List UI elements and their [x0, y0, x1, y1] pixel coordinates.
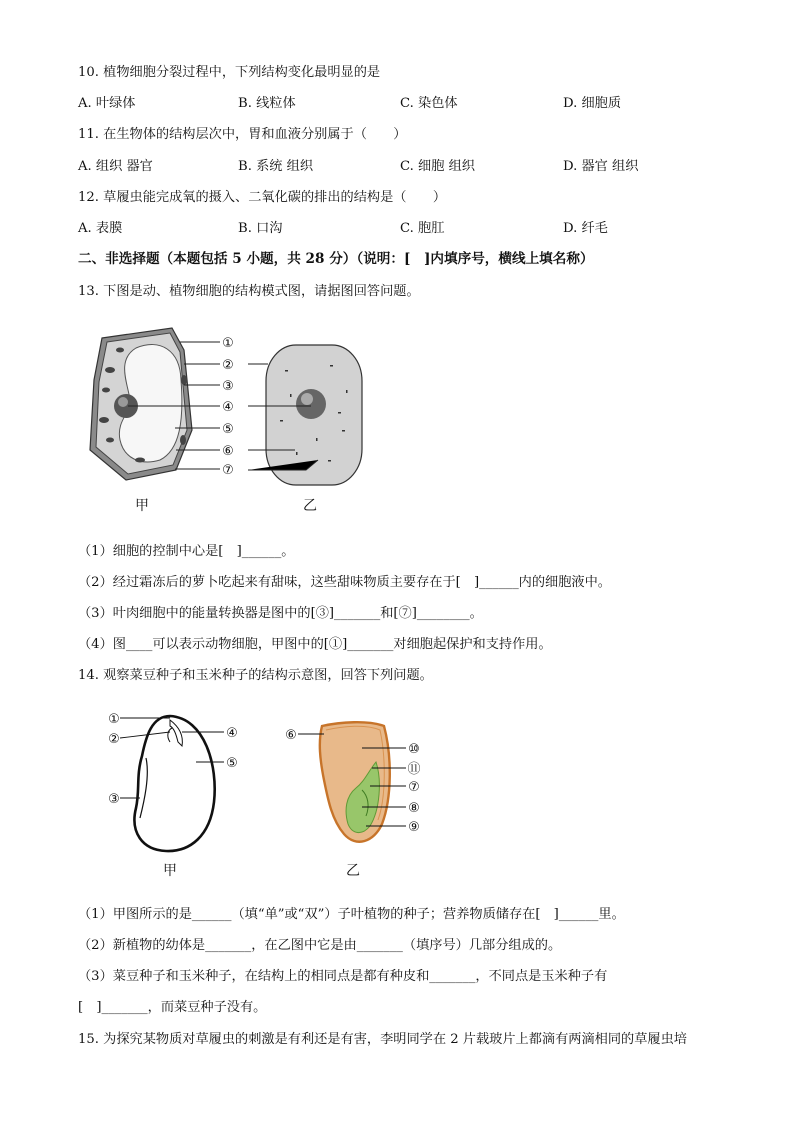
q13-sub2: （2）经过霜冻后的萝卜吃起来有甜味，这些甜味物质主要存在于[ ]______内的细胞液中。	[78, 575, 611, 590]
q12-option-d: D. 纤毛	[563, 221, 608, 236]
q15-stem: 15. 为探究某物质对草履虫的刺激是有利还是有害，李明同学在 2 片载玻片上都滴有两滴相同的草履虫培	[78, 1032, 687, 1047]
q14-sub2: （2）新植物的幼体是_______，在乙图中它是由_______（填序号）几部分组成的。	[78, 938, 562, 953]
q14-stem: 14. 观察菜豆种子和玉米种子的结构示意图，回答下列问题。	[78, 668, 433, 683]
q11-option-c: C. 细胞 组织	[400, 159, 475, 174]
q10-option-c: C. 染色体	[400, 96, 458, 111]
corn-label-11: ⑪	[407, 762, 421, 777]
q14-sub3a: （3）菜豆种子和玉米种子，在结构上的相同点是都有种皮和_______，不同点是玉米种子有	[78, 969, 608, 984]
bean-seed	[134, 716, 214, 851]
q14-sub1: （1）甲图所示的是______（填“单”或“双”）子叶植物的种子；营养物质储存在[ ]______里。	[78, 907, 625, 922]
q13-sub1: （1）细胞的控制中心是[ ]______。	[78, 544, 295, 559]
q13-sub3: （3）叶肉细胞中的能量转换器是图中的[③]_______和[⑦]________。	[78, 606, 483, 621]
cell-label-5: ⑤	[222, 422, 234, 437]
cell-label-7: ⑦	[222, 463, 234, 478]
q12-option-b: B. 口沟	[238, 221, 283, 236]
corn-label-6: ⑥	[285, 728, 297, 743]
corn-label-10: ⑩	[408, 742, 420, 757]
section-heading: 二、非选择题（本题包括 5 小题，共 28 分）（说明：[ ]内填序号，横线上填名称）	[78, 251, 594, 267]
q13-sub4: （4）图____可以表示动物细胞，甲图中的[①]_______对细胞起保护和支持作用。	[78, 637, 552, 652]
cell-label-3: ③	[222, 379, 234, 394]
q12-option-c: C. 胞肛	[400, 221, 445, 236]
cell-caption-yi: 乙	[303, 498, 317, 514]
q10-option-a: A. 叶绿体	[78, 96, 136, 111]
cell-label-1: ①	[222, 336, 234, 351]
q14-sub3b: [ ]_______，而菜豆种子没有。	[78, 1000, 267, 1015]
cell-diagram	[80, 320, 380, 520]
q11-option-b: B. 系统 组织	[238, 159, 314, 174]
bean-label-4: ④	[226, 726, 238, 741]
cell-caption-jia: 甲	[135, 498, 149, 514]
q10-stem: 10. 植物细胞分裂过程中，下列结构变化最明显的是	[78, 65, 381, 80]
seed-caption-jia: 甲	[163, 863, 177, 879]
bean-label-2: ②	[108, 732, 120, 747]
seed-diagram	[100, 706, 440, 866]
seed-caption-yi: 乙	[346, 863, 360, 879]
q11-stem: 11. 在生物体的结构层次中，胃和血液分别属于（ ）	[78, 127, 407, 142]
q10-option-d: D. 细胞质	[563, 96, 622, 111]
q12-stem: 12. 草履虫能完成氧的摄入、二氧化碳的排出的结构是（ ）	[78, 190, 447, 205]
q11-option-a: A. 组织 器官	[78, 159, 153, 174]
animal-cell	[266, 345, 362, 485]
bean-label-1: ①	[108, 712, 120, 727]
bean-label-3: ③	[108, 792, 120, 807]
bean-label-5: ⑤	[226, 756, 238, 771]
q10-option-b: B. 线粒体	[238, 96, 296, 111]
q12-option-a: A. 表膜	[78, 221, 123, 236]
q13-stem: 13. 下图是动、植物细胞的结构模式图，请据图回答问题。	[78, 284, 420, 299]
cell-label-2: ②	[222, 358, 234, 373]
cell-label-4: ④	[222, 400, 234, 415]
corn-seed	[320, 722, 390, 842]
corn-label-8: ⑧	[408, 801, 420, 816]
cell-label-6: ⑥	[222, 444, 234, 459]
q11-option-d: D. 器官 组织	[563, 159, 639, 174]
corn-label-7: ⑦	[408, 780, 420, 795]
corn-label-9: ⑨	[408, 820, 420, 835]
plant-cell	[90, 328, 192, 480]
